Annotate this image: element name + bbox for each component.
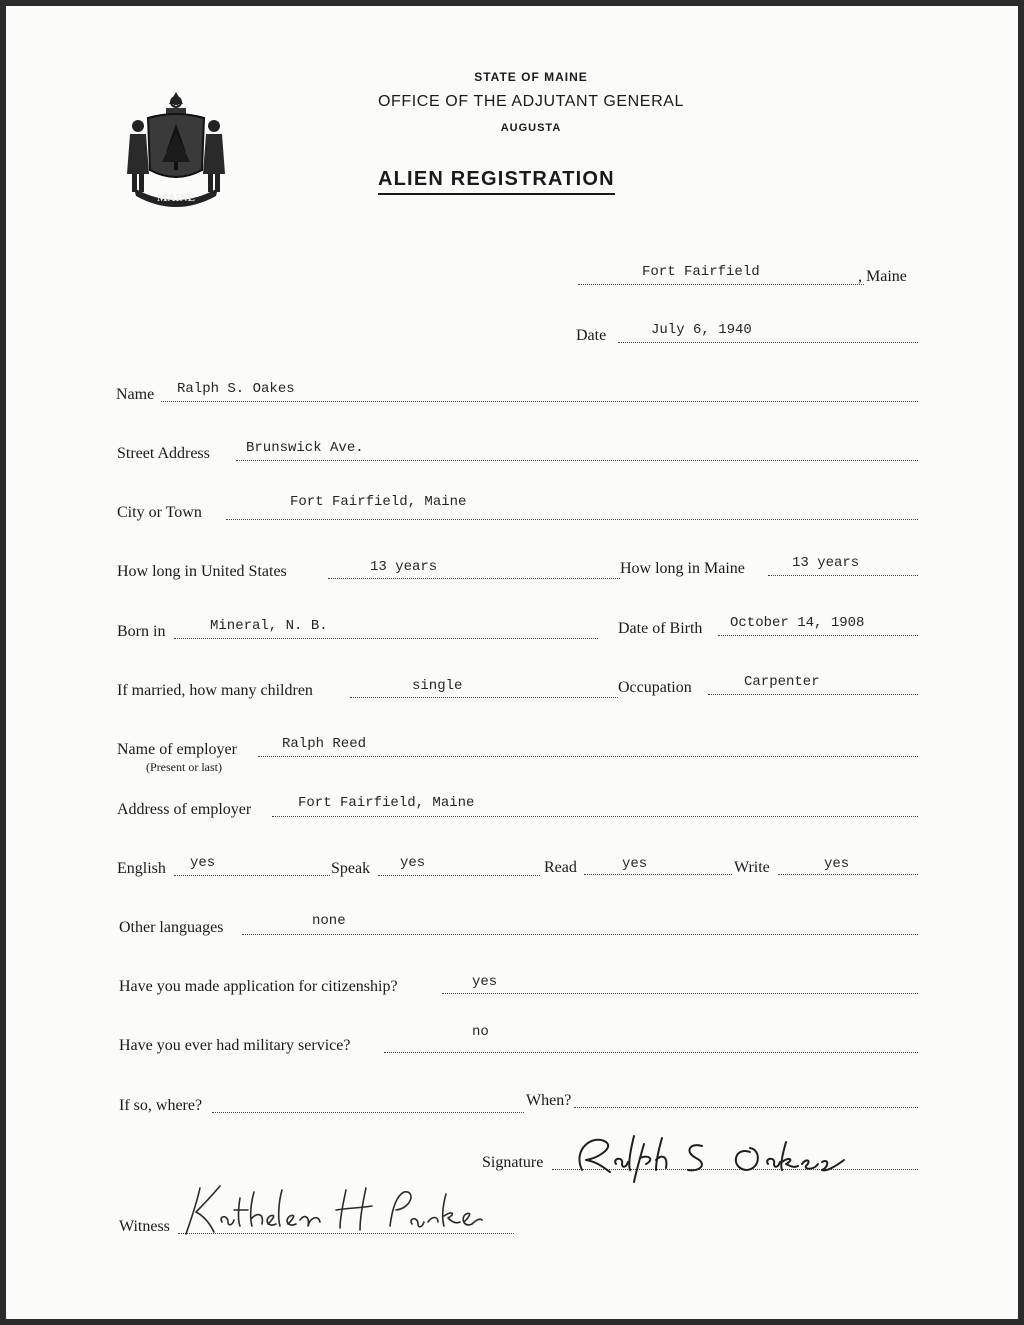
svg-text:MAINE: MAINE xyxy=(157,192,195,204)
citizenship-line xyxy=(442,993,918,994)
children-line xyxy=(350,697,618,698)
name-label: Name xyxy=(116,386,155,403)
english-value: yes xyxy=(190,855,216,871)
place-line xyxy=(578,284,864,285)
name-line xyxy=(161,401,918,402)
occupation-line xyxy=(708,694,918,695)
other-languages-label: Other languages xyxy=(119,919,224,936)
where-label: If so, where? xyxy=(119,1097,203,1114)
date-line xyxy=(618,342,918,343)
witness-signature xyxy=(176,1178,486,1238)
city-label: City or Town xyxy=(117,504,202,521)
write-line xyxy=(778,874,918,875)
maine-time-label: How long in Maine xyxy=(620,560,745,577)
speak-value: yes xyxy=(400,855,426,871)
office-heading: OFFICE OF THE ADJUTANT GENERAL xyxy=(377,93,685,110)
place-value: Fort Fairfield xyxy=(642,264,760,280)
born-label: Born in xyxy=(117,623,166,640)
dob-label: Date of Birth xyxy=(618,620,703,637)
name-value: Ralph S. Oakes xyxy=(177,381,295,397)
state-heading: STATE OF MAINE xyxy=(474,70,588,84)
citizenship-value: yes xyxy=(472,974,498,990)
employer-label: Name of employer xyxy=(117,741,237,758)
read-line xyxy=(584,874,732,875)
occupation-label: Occupation xyxy=(618,679,692,696)
us-time-line xyxy=(328,578,620,579)
city-value: Fort Fairfield, Maine xyxy=(290,494,467,510)
employer-address-line xyxy=(272,816,918,817)
witness-label: Witness xyxy=(119,1218,170,1235)
write-label: Write xyxy=(734,859,770,876)
english-label: English xyxy=(117,860,166,877)
dob-line xyxy=(718,635,918,636)
maine-state-seal xyxy=(120,88,232,208)
when-line xyxy=(574,1107,918,1108)
children-label: If married, how many children xyxy=(117,682,313,699)
street-value: Brunswick Ave. xyxy=(246,440,364,456)
occupation-value: Carpenter xyxy=(744,674,820,690)
employer-value: Ralph Reed xyxy=(282,736,367,752)
date-label: Date xyxy=(576,327,607,344)
dob-value: October 14, 1908 xyxy=(730,615,865,631)
military-label: Have you ever had military service? xyxy=(119,1037,351,1054)
place-suffix: , Maine xyxy=(858,268,907,285)
other-languages-value: none xyxy=(312,913,346,929)
read-label: Read xyxy=(544,859,577,876)
write-value: yes xyxy=(824,856,850,872)
date-value: July 6, 1940 xyxy=(651,322,752,338)
form-title: ALIEN REGISTRATION xyxy=(378,168,615,195)
military-line xyxy=(384,1052,918,1053)
other-languages-line xyxy=(242,934,918,935)
street-line xyxy=(236,460,918,461)
employer-address-label: Address of employer xyxy=(117,801,252,818)
city-line xyxy=(226,519,918,520)
where-line xyxy=(212,1112,524,1113)
us-time-value: 13 years xyxy=(370,559,438,575)
speak-line xyxy=(378,875,540,876)
maine-time-value: 13 years xyxy=(792,555,860,571)
employer-address-value: Fort Fairfield, Maine xyxy=(298,795,475,811)
military-value: no xyxy=(472,1024,489,1040)
born-value: Mineral, N. B. xyxy=(210,618,328,634)
signature-label: Signature xyxy=(482,1154,544,1171)
children-value: single xyxy=(412,678,463,694)
read-value: yes xyxy=(622,856,648,872)
employer-line xyxy=(258,756,918,757)
english-line xyxy=(174,875,330,876)
maine-time-line xyxy=(768,575,918,576)
when-label: When? xyxy=(526,1092,572,1109)
street-label: Street Address xyxy=(117,445,210,462)
city-heading: AUGUSTA xyxy=(500,122,562,134)
us-time-label: How long in United States xyxy=(117,563,287,580)
employer-sublabel: (Present or last) xyxy=(146,760,222,774)
citizenship-label: Have you made application for citizenship? xyxy=(119,978,398,995)
applicant-signature xyxy=(564,1128,864,1184)
born-line xyxy=(174,638,598,639)
registration-form-page xyxy=(6,6,1018,1319)
speak-label: Speak xyxy=(331,860,371,877)
